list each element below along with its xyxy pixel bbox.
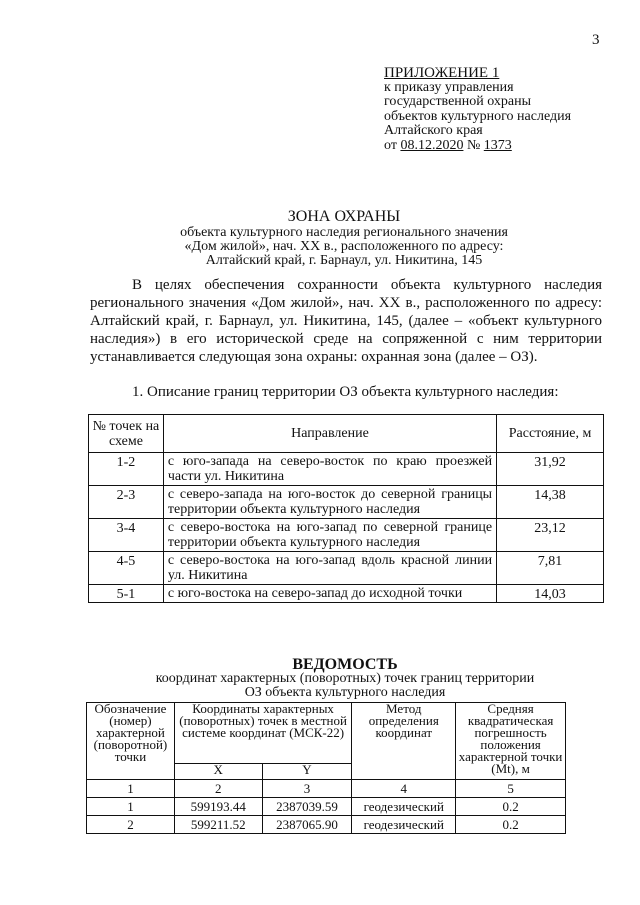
table-row [89,453,604,486]
section-title: 1. Описание границ территории ОЗ объекта культурного наследия: [132,384,559,400]
points-cell: 1-2 [89,453,164,486]
appendix-heading: ПРИЛОЖЕНИЕ 1 [384,65,500,81]
table-row [87,816,566,834]
method-cell: геодезический [352,816,456,834]
points-cell: 3-4 [89,519,164,552]
direction-cell: с северо-востока на юго-запад вдоль красной линии ул. Никитина [163,552,496,585]
header-method: Метод определения координат [352,703,456,780]
table-row [89,519,604,552]
direction-cell: с северо-востока на юго-запад по северной границе территории объекта культурного наследия [163,519,496,552]
x-coordinate: 599193.44 [174,798,262,816]
point-number: 1 [87,798,175,816]
direction-cell: с юго-востока на северо-запад до исходной точки [163,585,496,603]
table-row [89,552,604,585]
document-title: ЗОНА ОХРАНЫ [287,208,401,225]
column-number: 2 [174,780,262,798]
intro-paragraph [90,276,602,366]
header-x: X [174,764,262,780]
table-row [89,585,604,603]
boundary-table [88,414,604,603]
header-points: № точек на схеме [89,415,164,453]
x-coordinate: 599211.52 [174,816,262,834]
header-error: Средняя квадратическая погрешность положения характерной точки (Mt), м [456,703,566,780]
column-number-row [87,780,566,798]
points-cell: 2-3 [89,486,164,519]
table-header-row [89,415,604,453]
column-number: 4 [352,780,456,798]
appendix-line: государственной охраны [384,94,532,109]
subtitle-line: объекта культурного наследия регионального значения [180,225,508,240]
intro-text: В целях обеспечения сохранности объекта культурного наследия регионального значения «Дом жилой», нач. XX в., расположенного по адресу: Алтайский край, г. Барнаул, ул. Никитина, 145, (далее – «объект культурного наследия») в его исторической среде на сопряженной с ним территории устанавливается следующая зона охраны: охранная зона (далее – ОЗ). [90,277,602,365]
direction-cell: с северо-запада на юго-восток до северной границы территории объекта культурного наследия [163,486,496,519]
order-date: 08.12.2020 [400,137,464,153]
number-prefix: № [466,137,481,153]
column-number: 1 [87,780,175,798]
document-subtitle [120,226,568,268]
y-coordinate: 2387039.59 [262,798,352,816]
distance-cell: 14,03 [497,585,604,603]
ledger-title: ВЕДОМОСТЬ [292,656,398,673]
header-designation: Обозначение (номер) характерной (поворотной) точки [87,703,175,780]
ledger-subtitle-line: ОЗ объекта культурного наследия [244,685,446,700]
subtitle-line: «Дом жилой», нач. XX в., расположенного по адресу: [184,239,504,254]
header-y: Y [262,764,352,780]
appendix-line: объектов культурного наследия [384,108,572,124]
ledger-subtitle [120,672,570,700]
error-cell: 0.2 [456,816,566,834]
subtitle-line: Алтайский край, г. Барнаул, ул. Никитина, 145 [205,253,483,268]
method-cell: геодезический [352,798,456,816]
distance-cell: 14,38 [497,486,604,519]
date-prefix: от [384,137,397,153]
y-coordinate: 2387065.90 [262,816,352,834]
point-number: 2 [87,816,175,834]
order-number: 1373 [483,137,512,153]
column-number: 5 [456,780,566,798]
table-header-row [87,703,566,764]
appendix-block [384,66,571,153]
distance-cell: 7,81 [497,552,604,585]
ledger-subtitle-line: координат характерных (поворотных) точек границ территории [155,671,535,686]
page-number: 3 [592,32,600,48]
header-distance: Расстояние, м [497,415,604,453]
appendix-line: к приказу управления [384,79,514,95]
appendix-line: Алтайского края [384,123,483,138]
column-number: 3 [262,780,352,798]
header-direction: Направление [163,415,496,453]
table-row [89,486,604,519]
points-cell: 4-5 [89,552,164,585]
appendix-date-line [384,139,571,154]
coordinates-table [86,702,566,834]
header-coordinates: Координаты характерных (поворотных) точек в местной системе координат (МСК-22) [174,703,351,764]
distance-cell: 23,12 [497,519,604,552]
error-cell: 0.2 [456,798,566,816]
distance-cell: 31,92 [497,453,604,486]
table-row [87,798,566,816]
direction-cell: с юго-запада на северо-восток по краю проезжей части ул. Никитина [163,453,496,486]
points-cell: 5-1 [89,585,164,603]
